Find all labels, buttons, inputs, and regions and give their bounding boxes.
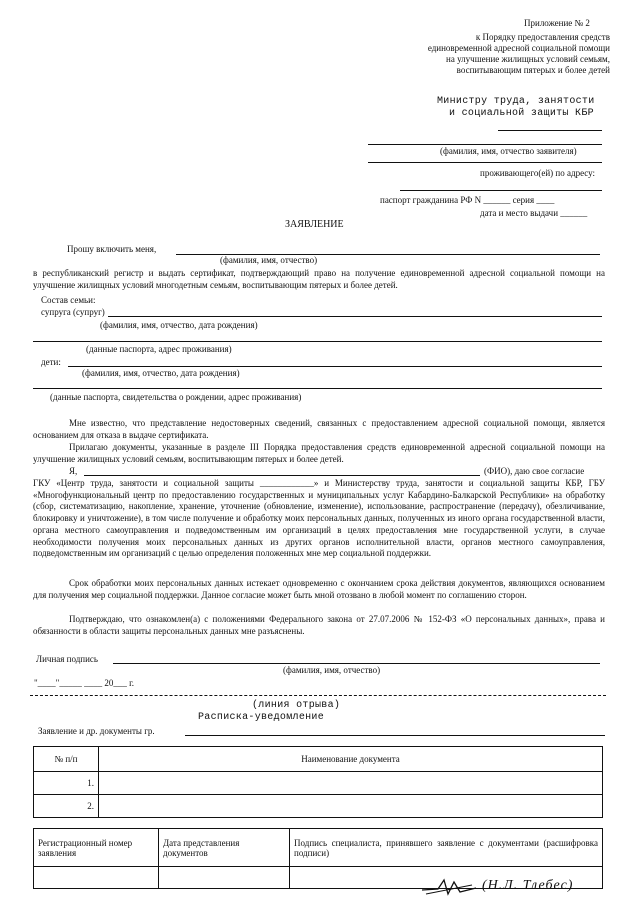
residing-label: проживающего(ей) по адресу: bbox=[480, 168, 596, 178]
children-caption: (фамилия, имя, отчество, дата рождения) bbox=[82, 368, 240, 378]
addressee-line: Министру труда, занятости bbox=[437, 96, 595, 107]
consent-paragraph bbox=[33, 478, 605, 560]
submission-date-cell[interactable] bbox=[159, 867, 290, 889]
signature-line bbox=[113, 663, 600, 664]
header-doc-name: Наименование документа bbox=[99, 747, 603, 772]
header-number: № п/п bbox=[34, 747, 99, 772]
table-row bbox=[34, 772, 603, 795]
spouse-line bbox=[108, 316, 602, 317]
cut-line-label: (линия отрыва) bbox=[252, 700, 341, 711]
table-header-row bbox=[34, 747, 603, 772]
confirm-paragraph bbox=[33, 614, 605, 637]
children-label: дети: bbox=[41, 357, 61, 367]
spouse-caption: (фамилия, имя, отчество, дата рождения) bbox=[100, 320, 258, 330]
signature-date: "____"_____ ____ 20___ г. bbox=[34, 678, 135, 688]
header-specialist-signature: Подпись специалиста, принявшего заявление с документами (расшифровка подписи) bbox=[290, 829, 603, 867]
registration-number-cell[interactable] bbox=[34, 867, 159, 889]
table-row bbox=[34, 795, 603, 818]
passport-label: паспорт гражданина РФ N ______ серия ____ bbox=[380, 195, 555, 205]
appendix-text bbox=[428, 32, 610, 76]
warning-paragraph bbox=[33, 418, 605, 441]
attach-text: Прилагаю документы, указанные в разделе III Порядка предоставления средств единовременной адресной социальной помощи на улучшение жилищных условий семьям, воспитывающим пятерых и более детей. bbox=[33, 442, 605, 464]
attach-paragraph bbox=[33, 442, 605, 465]
applicant-name-caption: (фамилия, имя, отчество заявителя) bbox=[440, 146, 577, 156]
handwritten-name: (Н.Л. Тлебес) bbox=[482, 878, 574, 893]
receipt-docs-label: Заявление и др. документы гр. bbox=[38, 726, 155, 736]
header-registration-number: Регистрационный номер заявления bbox=[34, 829, 159, 867]
applicant-name-line bbox=[368, 144, 602, 145]
appendix-line: на улучшение жилищных условий семьям, bbox=[446, 54, 610, 64]
cut-line bbox=[30, 695, 606, 696]
addressee bbox=[437, 96, 595, 120]
children-docs-line bbox=[33, 388, 602, 389]
warning-text: Мне известно, что представление недостоверных сведений, связанных с предоставлением адресной социальной помощи, является основанием для отказа в выдаче сертификата. bbox=[33, 418, 605, 440]
consent-fio-line bbox=[84, 475, 480, 476]
term-text: Срок обработки моих персональных данных истекает одновременно с окончанием срока действия документов, являющихся основанием для получения мер социальной поддержки. Данное согласие может быть мной отозвано в любой момент по соглашению сторон. bbox=[33, 578, 605, 600]
signature-scribble bbox=[420, 876, 480, 898]
addressee-line: и социальной защиты КБР bbox=[449, 108, 594, 119]
row-doc-cell[interactable] bbox=[99, 795, 603, 818]
include-label: Прошу включить меня, bbox=[67, 244, 157, 254]
receipt-docs-line bbox=[185, 735, 605, 736]
spouse-label: супруга (супруг) bbox=[41, 307, 105, 317]
spouse-passport-line bbox=[33, 341, 602, 342]
documents-table bbox=[33, 746, 603, 818]
consent-text: ГКУ «Центр труда, занятости и социальной защиты ____________» и Министерству труда, занятости и социальной защиты КБР, ГБУ «Многофункциональный центр по предоставлению государственных и муниципальных услуг Кабардино-Балкарской Республики» на обработку (сбор, систематизацию, накопление, хранение, уточнение (обновление, изменение), использование, распространение (передачу), обезличивание, блокировку и уничтожение), в том числе получение и обработку моих персональных данных, полученных из иного органа государственной власти, органа местного самоуправления и подведомственным им организаций в целях предоставления мне государственной услуги, в случае необходимости получения моих персональных данных из других органов исполнительной власти, органов местного самоуправления, подведомственным им организаций с целью определения положенных мне мер социальной поддержки. bbox=[33, 478, 605, 559]
applicant-extra-line bbox=[368, 162, 602, 163]
signature-caption: (фамилия, имя, отчество) bbox=[283, 665, 381, 675]
term-paragraph bbox=[33, 578, 605, 601]
spouse-passport-caption: (данные паспорта, адрес проживания) bbox=[86, 344, 232, 354]
family-label: Состав семьи: bbox=[41, 295, 96, 305]
row-doc-cell[interactable] bbox=[99, 772, 603, 795]
appendix-title: Приложение № 2 bbox=[524, 18, 590, 28]
row-number: 1. bbox=[34, 772, 99, 795]
registration-header-row bbox=[34, 829, 603, 867]
page-title: ЗАЯВЛЕНИЕ bbox=[285, 219, 344, 230]
purpose-text: в республиканский регистр и выдать сертификат, подтверждающий право на получение единовременной адресной социальной помощи на улучшение жилищных условий многодетным семьям, воспитывающим пятерых и более детей. bbox=[33, 268, 605, 290]
children-docs-caption: (данные паспорта, свидетельства о рождении, адрес проживания) bbox=[50, 392, 302, 402]
row-number: 2. bbox=[34, 795, 99, 818]
appendix-line: единовременной адресной социальной помощи bbox=[427, 43, 610, 53]
appendix-line: воспитывающим пятерых и более детей bbox=[456, 65, 610, 75]
address-line bbox=[400, 190, 602, 191]
confirm-text: Подтверждаю, что ознакомлен(а) с положениями Федерального закона от 27.07.2006 № 152-ФЗ «О персональных данных», права и обязанности в области защиты персональных данных мне разъяснены. bbox=[33, 614, 605, 636]
consent-lead: Я, bbox=[69, 466, 78, 476]
consent-fio: (ФИО), даю свое согласие bbox=[484, 466, 585, 476]
include-caption: (фамилия, имя, отчество) bbox=[220, 255, 318, 265]
issue-label: дата и место выдачи ______ bbox=[480, 208, 588, 218]
addressee-name-line bbox=[498, 130, 602, 131]
purpose-paragraph bbox=[33, 268, 605, 291]
header-submission-date: Дата представления документов bbox=[159, 829, 290, 867]
signature-label: Личная подпись bbox=[36, 654, 99, 664]
children-line bbox=[68, 366, 602, 367]
appendix-line: к Порядку предоставления средств bbox=[475, 32, 610, 42]
receipt-title: Расписка-уведомление bbox=[198, 712, 325, 723]
